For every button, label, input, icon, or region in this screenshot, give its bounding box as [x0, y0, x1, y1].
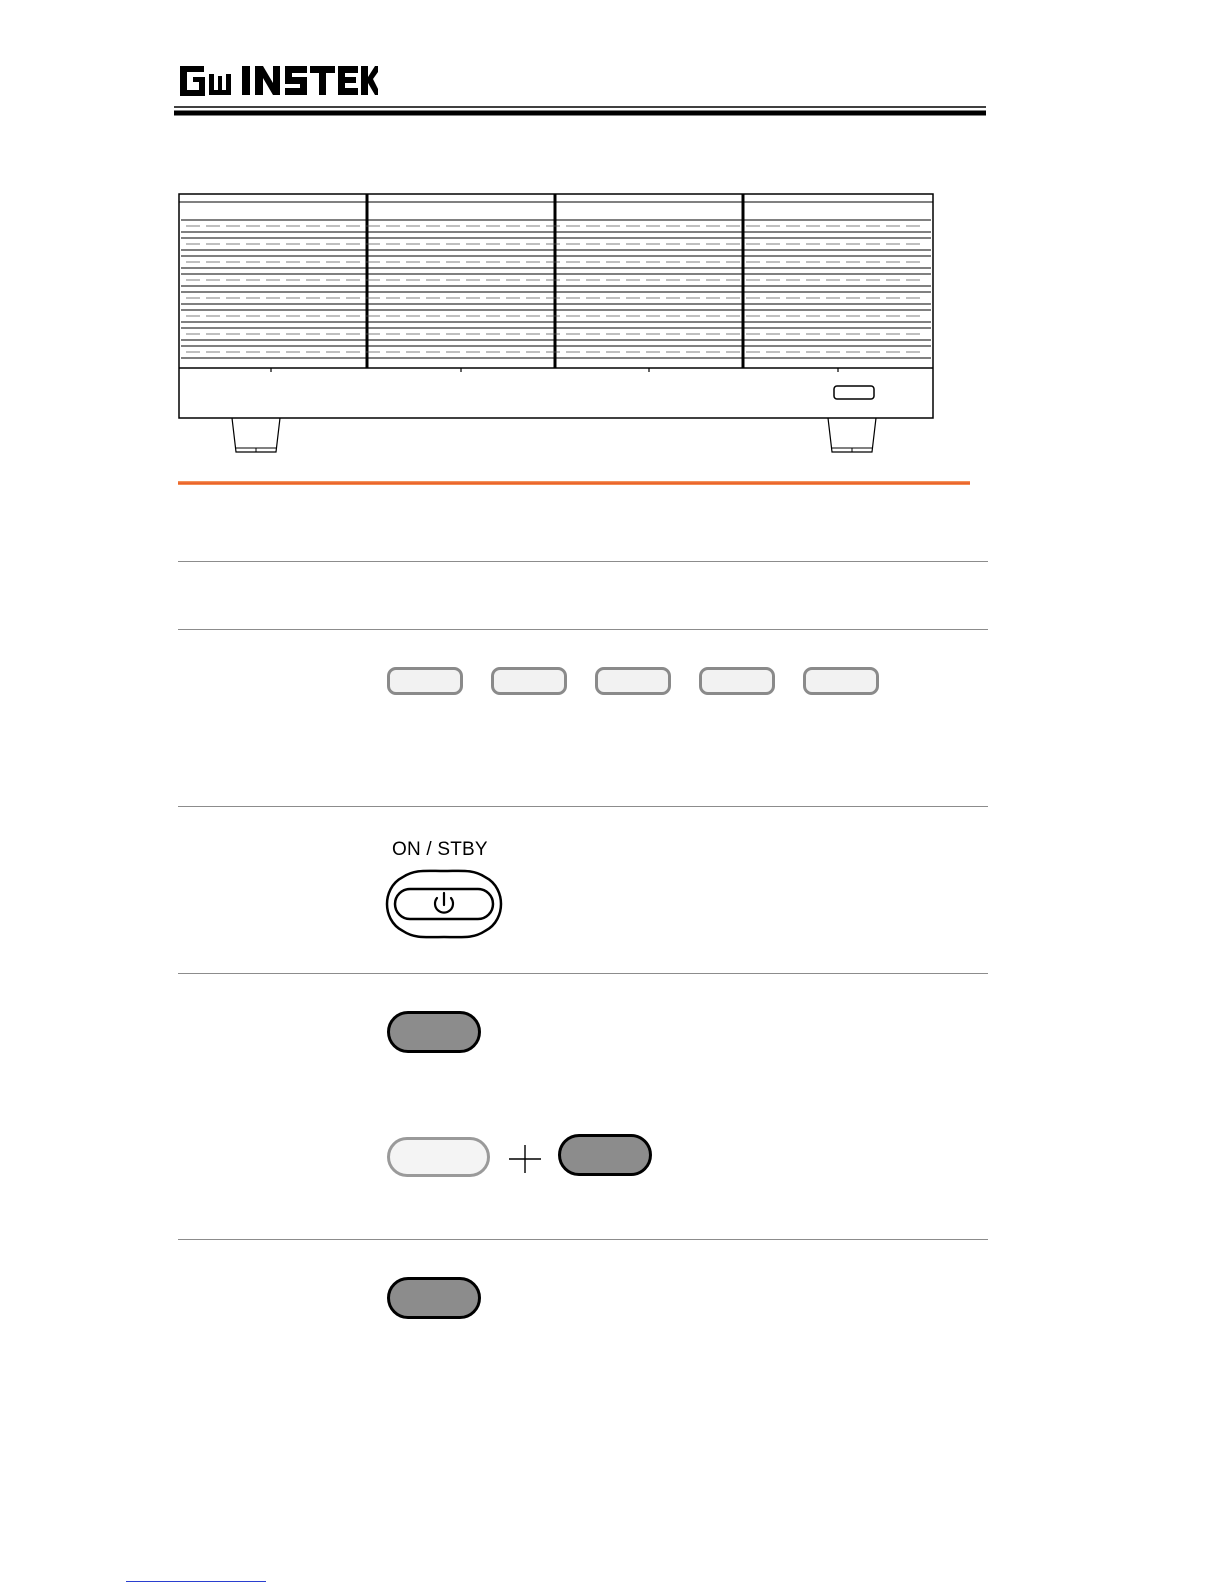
row-divider: [178, 973, 988, 974]
row-divider: [178, 1239, 988, 1240]
on-stby-label: ON / STBY: [392, 839, 488, 860]
function-key-5[interactable]: [803, 667, 879, 695]
gw-instek-logo: [178, 62, 378, 100]
section-accent-rule: [178, 481, 970, 485]
dark-key-2[interactable]: [387, 1277, 481, 1319]
footer-link[interactable]: [126, 1581, 266, 1582]
row-divider: [178, 806, 988, 807]
header-rule: [174, 104, 986, 118]
function-key-3[interactable]: [595, 667, 671, 695]
row-divider: [178, 629, 988, 630]
row-divider: [178, 561, 988, 562]
dark-key[interactable]: [387, 1011, 481, 1053]
on-stby-button[interactable]: [385, 865, 503, 943]
front-panel-illustration: [176, 190, 936, 458]
combo-dark-key[interactable]: [558, 1134, 652, 1176]
plus-icon: [509, 1145, 541, 1173]
shift-key[interactable]: [387, 1137, 490, 1177]
function-key-1[interactable]: [387, 667, 463, 695]
function-key-4[interactable]: [699, 667, 775, 695]
function-key-2[interactable]: [491, 667, 567, 695]
